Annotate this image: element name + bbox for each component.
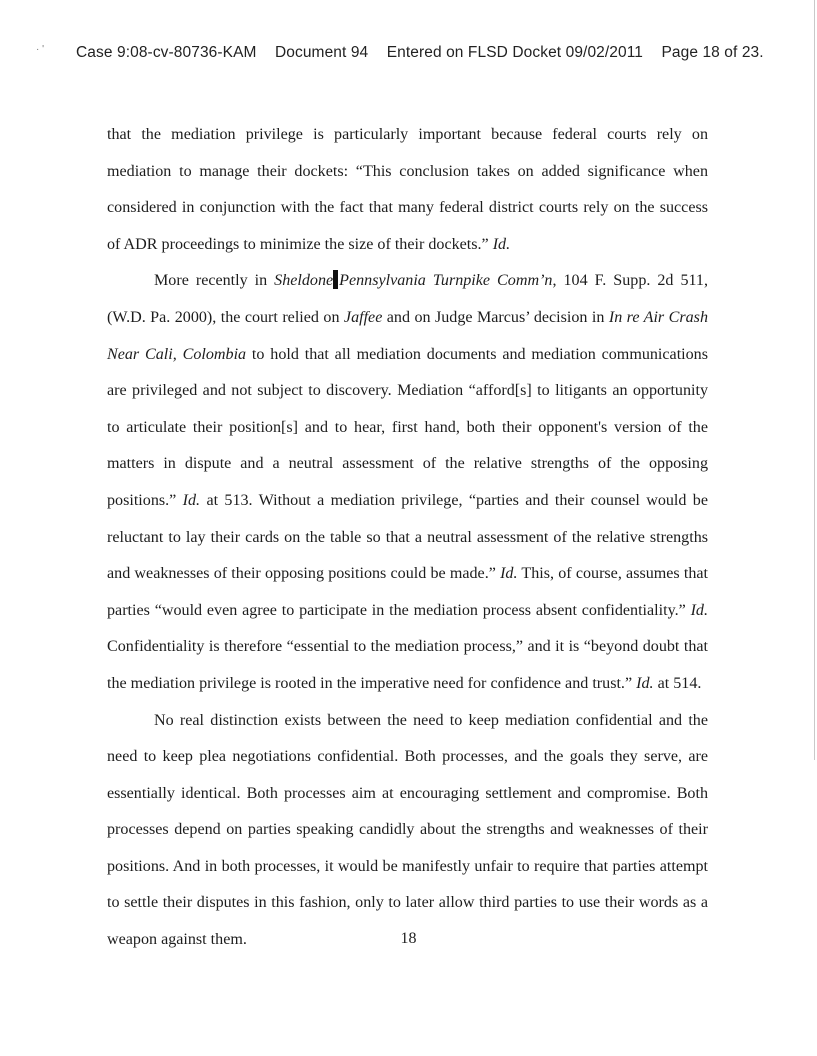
paragraph-3 bbox=[107, 703, 708, 959]
scan-edge-line bbox=[814, 0, 815, 760]
italic-citation: Id. bbox=[182, 491, 201, 509]
italic-citation: Jaffee bbox=[343, 308, 383, 326]
page-number: 18 bbox=[400, 930, 417, 947]
text-run: to hold that all mediation documents and mediation communications are privileged and not subject to discovery. Mediation “afford[s] to litigants an opportunity to articulate their position[s] and to hear, first hand, both their opponent's version of the matters in dispute and a neutral assessment of the relative strengths of the opposing positions.” bbox=[107, 345, 708, 509]
case-number: Case 9:08-cv-80736-KAM bbox=[76, 44, 257, 61]
docket-header bbox=[76, 44, 764, 62]
redaction-mark bbox=[333, 270, 338, 289]
italic-citation: Id. bbox=[492, 235, 511, 253]
text-run: at 514. bbox=[653, 674, 702, 692]
italic-citation: Pennsylvania Turnpike Comm’n bbox=[339, 272, 553, 290]
text-run: This, of course, assumes that parties “would even agree to participate in the mediation process absent confidentiality.” bbox=[107, 565, 709, 619]
text-run: that the mediation privilege is particularly important because federal courts rely on mediation to manage their dockets: “This conclusion takes on added significance when considered in conjunction with the fact that many federal district courts rely on the success of ADR proceedings to minimize the size of their dockets.” bbox=[107, 126, 708, 253]
italic-citation: Id. bbox=[636, 674, 654, 692]
text-run: More recently in bbox=[154, 272, 275, 290]
docket-entry: Entered on FLSD Docket 09/02/2011 bbox=[386, 44, 644, 61]
italic-citation: Sheldone bbox=[274, 272, 334, 290]
stray-scan-marks: · ' bbox=[36, 44, 45, 55]
document-body bbox=[107, 117, 708, 959]
document-number: Document 94 bbox=[274, 44, 369, 61]
paragraph-1 bbox=[107, 117, 708, 263]
text-run: at 513. Without a mediation privilege, “parties and their counsel would be reluctant to lay their cards on the table so that a neutral assessment of the relative strengths and weaknesses of their opposing positions could be made.” bbox=[107, 491, 708, 583]
text-run: Confidentiality is therefore “essential to the mediation process,” and it is “beyond doubt that the mediation privilege is rooted in the imperative need for confidence and trust.” bbox=[107, 638, 708, 692]
italic-citation: In re Air Crash Near Cali, Colombia bbox=[107, 308, 708, 363]
text-run: No real distinction exists between the need to keep mediation confidential and the need to keep plea negotiations confidential. Both processes, and the goals they serve, are essentially identical. Both processes aim at encouraging settlement and compromise. Both processes depend on parties speaking candidly about the strengths and weaknesses of their positions. And in both processes, it would be manifestly unfair to require that parties attempt to settle their disputes in this fashion, only to later allow third parties to use their words as a weapon against them. bbox=[107, 711, 708, 949]
paragraph-2 bbox=[107, 263, 708, 702]
italic-citation: Id. bbox=[690, 601, 708, 619]
page-count: Page 18 of 23 bbox=[661, 44, 760, 61]
italic-citation: Id. bbox=[500, 565, 518, 583]
header-trailing-dot: . bbox=[759, 44, 764, 61]
text-run: and on Judge Marcus’ decision in bbox=[382, 308, 609, 326]
text-run: , 104 F. Supp. 2d 511, (W.D. Pa. 2000), the court relied on bbox=[107, 272, 709, 326]
